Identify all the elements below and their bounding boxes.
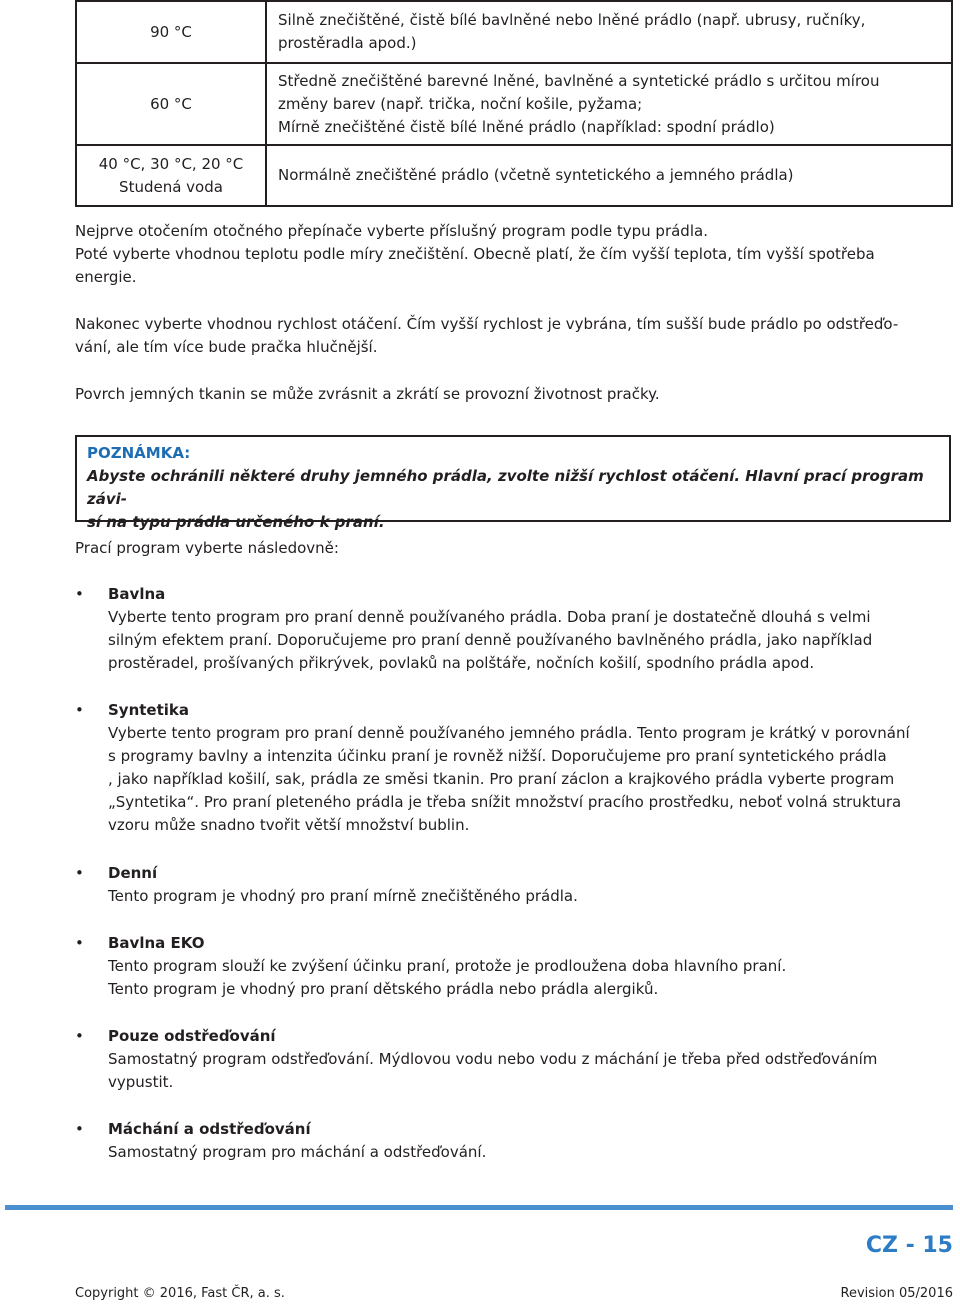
program-description-line: silným efektem praní. Doporučujeme pro praní denně používaného bavlněného prádla, jako například [108, 631, 873, 649]
list-item [75, 862, 953, 908]
list-item [75, 699, 953, 837]
program-description-line: Tento program slouží ke zvýšení účinku praní, protože je prodloužena doba hlavního praní. [108, 957, 787, 975]
footer-divider [5, 1205, 953, 1210]
table-row [76, 1, 952, 63]
program-description-line: „Syntetika“. Pro praní pleteného prádla je třeba snížit množství pracího prostředku, neboť volná struktura [108, 793, 902, 811]
bullet-icon: • [75, 934, 84, 952]
program-name: Bavlna EKO [108, 934, 205, 952]
note-text-line: sí na typu prádla určeného k praní. [87, 513, 385, 531]
description-cell: Středně znečištěné barevné lněné, bavlněné a syntetické prádlo s určitou mírou změny barev (např. trička, noční košile, pyžama; Mírně znečištěné čistě bílé lněné prádlo (například: spodní prádlo) [266, 63, 952, 145]
bullet-icon: • [75, 585, 84, 603]
program-description-line: Samostatný program pro máchání a odstřeďování. [108, 1143, 487, 1161]
bullet-icon: • [75, 1027, 84, 1045]
program-name: Denní [108, 864, 158, 882]
program-select-intro: Prací program vyberte následovně: [75, 539, 339, 557]
bullet-icon: • [75, 1120, 84, 1138]
revision-date: 05/2016 [898, 1286, 953, 1301]
note-title: POZNÁMKA: [87, 444, 191, 462]
bullet-icon: • [75, 701, 84, 719]
list-item [75, 1025, 953, 1094]
table-row [76, 63, 952, 145]
revision [841, 1284, 954, 1304]
program-description-line: vypustit. [108, 1073, 174, 1091]
bullet-icon: • [75, 864, 84, 882]
program-description-line: Vyberte tento program pro praní denně používaného jemného prádla. Tento program je krátký v porovnání [108, 724, 910, 742]
temperature-table [75, 0, 953, 207]
temperature-cell: 60 °C [76, 63, 266, 145]
note-text-line: Abyste ochránili některé druhy jemného prádla, zvolte nižší rychlost otáčení. Hlavní prací program závi- [87, 467, 924, 508]
program-description-line: prostěradel, prošívaných přikrývek, povlaků na polštáře, nočních košilí, spodního prádla apod. [108, 654, 815, 672]
program-description-line: Samostatný program odstřeďování. Mýdlovou vodu nebo vodu z máchání je třeba před odstřeďováním [108, 1050, 878, 1068]
spin-speed-paragraph: Nakonec vyberte vhodnou rychlost otáčení. Čím vyšší rychlost je vybrána, tím sušší bude prádlo po odstřeďo- vání, ale tím více bude pračka hlučnější. [75, 315, 899, 356]
intro-paragraph: Nejprve otočením otočného přepínače vyberte příslušný program podle typu prádla. Poté vyberte vhodnou teplotu podle míry znečištění. Obecně platí, že čím vyšší teplota, tím vyšší spotřeba energie. [75, 222, 875, 286]
revision-label: Revision [840, 1286, 895, 1301]
program-name: Bavlna [108, 585, 166, 603]
list-item [75, 932, 953, 1001]
description-cell: Normálně znečištěné prádlo (včetně syntetického a jemného prádla) [266, 145, 952, 206]
fabric-warning-paragraph: Povrch jemných tkanin se může zvrásnit a zkrátí se provozní životnost pračky. [75, 385, 660, 403]
program-description-line: s programy bavlny a intenzita účinku praní je rovněž nižší. Doporučujeme pro praní syntetického prádla [108, 747, 887, 765]
table-row [76, 145, 952, 206]
copyright: Copyright © 2016, Fast ČR, a. s. [75, 1286, 285, 1301]
program-name: Pouze odstřeďování [108, 1027, 276, 1045]
temperature-cell: 40 °C, 30 °C, 20 °C Studená voda [76, 145, 266, 206]
program-description-line: Vyberte tento program pro praní denně používaného prádla. Doba praní je dostatečně dlouhá s velmi [108, 608, 871, 626]
program-name: Syntetika [108, 701, 190, 719]
list-item [75, 1118, 953, 1164]
note-box [75, 435, 951, 531]
program-description-line: Tento program je vhodný pro praní dětského prádla nebo prádla alergiků. [108, 980, 659, 998]
page-number: CZ - 15 [865, 1233, 953, 1258]
description-cell: Silně znečištěné, čistě bílé bavlněné nebo lněné prádlo (např. ubrusy, ručníky, prostěradla apod.) [266, 1, 952, 63]
program-description-line: Tento program je vhodný pro praní mírně znečištěného prádla. [108, 887, 578, 905]
temperature-cell: 90 °C [76, 1, 266, 63]
list-item [75, 583, 953, 675]
program-description-line: , jako například košilí, sak, prádla ze směsi tkanin. Pro praní záclon a krajkového prádla vyberte program [108, 770, 895, 788]
program-description-line: vzoru může snadno tvořit větší množství bublin. [108, 816, 470, 834]
program-name: Máchání a odstřeďování [108, 1120, 311, 1138]
